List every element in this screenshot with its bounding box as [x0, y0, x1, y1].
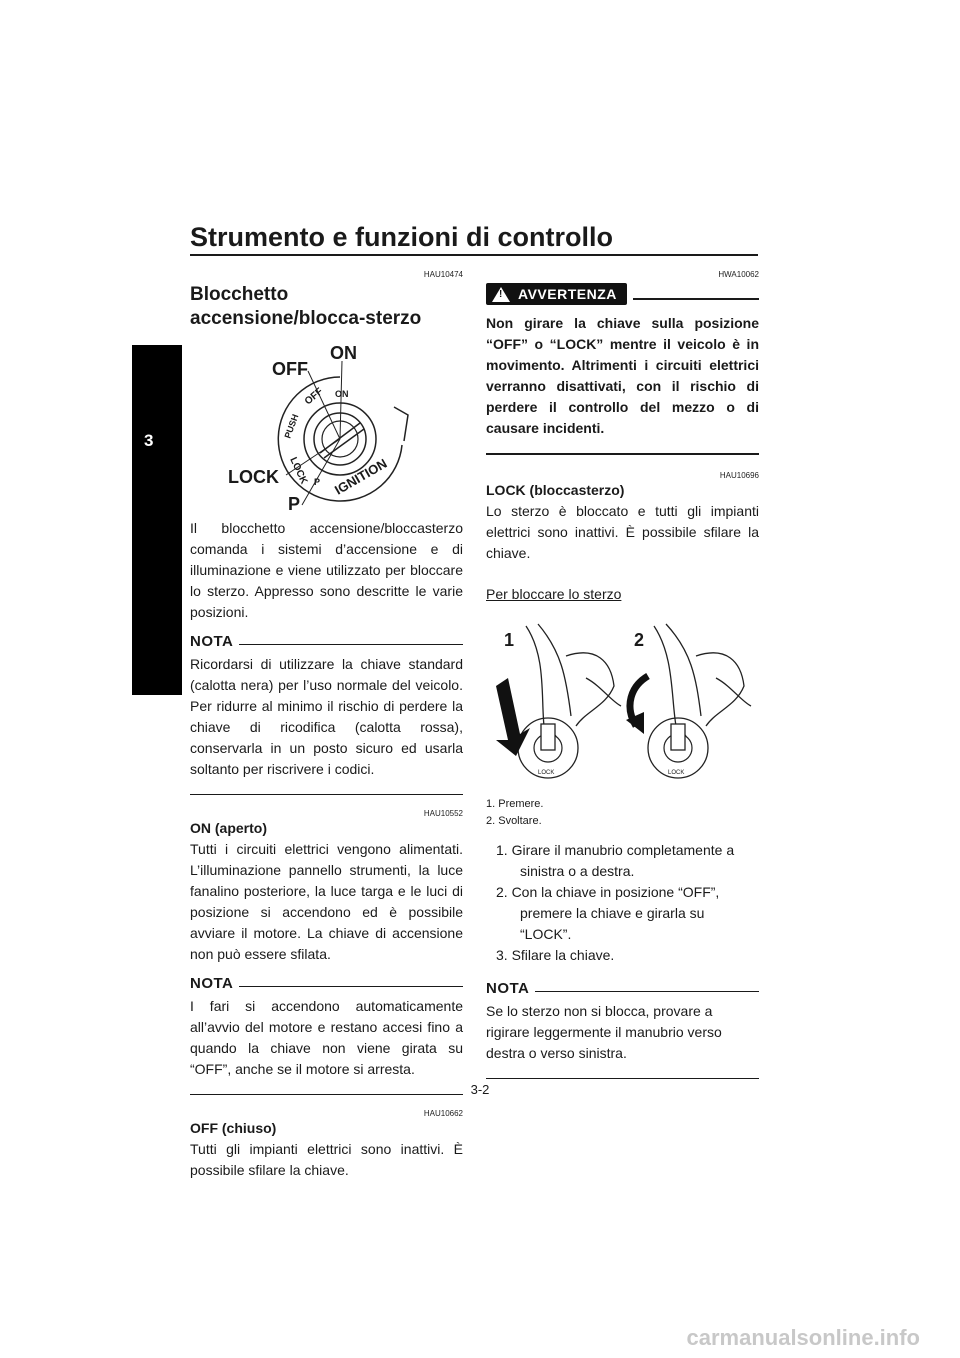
figure-number-2: 2	[634, 630, 645, 650]
ring-label-off: OFF	[302, 386, 326, 408]
ring-label-lock: LOCK	[287, 455, 310, 486]
figure-caption: 2. Svoltare.	[486, 815, 542, 827]
step-item: 3. Sfilare la chiave.	[496, 947, 615, 963]
watermark: carmanualsonline.info	[686, 1325, 920, 1350]
off-heading: OFF (chiuso)	[190, 1120, 277, 1136]
figure-label-on: ON	[330, 343, 357, 363]
step-item: 2. Con la chiave in posizione “OFF”, premere la chiave e girarla su “LOCK”.	[496, 884, 720, 942]
section-title: Blocchetto accensione/blocca-sterzo	[190, 284, 422, 329]
figure-caption: 1. Premere.	[486, 798, 544, 810]
on-paragraph: Tutti i circuiti elettrici vengono alimentati. L’illuminazione pannello strumenti, la luce fanalino posteriore, la luce targa e le luci di posizione si accendono ed è possibile avviare il motore. La chiave di accensione non può essere sfilata.	[190, 841, 463, 962]
note-label: NOTA	[190, 633, 234, 650]
reference-code: HAU10662	[423, 1109, 463, 1118]
note-label: NOTA	[190, 975, 234, 992]
title-rule	[190, 254, 758, 256]
figure-label-lock: LOCK	[228, 467, 279, 487]
note-box	[190, 633, 463, 795]
note-text: Ricordarsi di utilizzare la chiave standard (calotta nera) per l’uso normale del veicolo. Per ridurre al minimo il rischio di perdere la chiave di ricodifica (calotta rossa), conservarla in un posto sicuro ed usarla soltanto per riscrivere i codici.	[190, 656, 463, 777]
steps-list	[486, 840, 759, 966]
note-box	[190, 975, 463, 1095]
note-text: Se lo sterzo non si blocca, provare a rigirare leggermente il manubrio verso destra o verso sinistra.	[486, 1003, 722, 1061]
page-title: Strumento e funzioni di controllo	[190, 222, 613, 252]
ring-label-ignition: IGNITION	[332, 455, 390, 498]
reference-code: HAU10552	[423, 809, 463, 818]
lock-paragraph: Lo sterzo è bloccato e tutti gli impianti elettrici sono inattivi. È possibile sfilare la chiave.	[486, 503, 759, 561]
warning-icon: !	[492, 287, 510, 302]
figure-lock-text-1: LOCK	[538, 770, 555, 776]
ring-label-on: ON	[335, 389, 349, 399]
subsection-heading: Per bloccare lo sterzo	[486, 586, 622, 602]
ring-label-push: PUSH	[282, 412, 301, 440]
page-number: 3-2	[470, 1082, 490, 1097]
warning-text: Non girare la chiave sulla posizione “OFF” o “LOCK” mentre il veicolo è in movimento. Altrimenti i circuiti elettrici verranno disattivati, con il rischio di perdere il controllo del mezzo o di causare incidenti.	[486, 315, 759, 436]
reference-code: HWA10062	[718, 270, 759, 279]
reference-code: HAU10696	[719, 471, 759, 480]
figure-number-1: 1	[504, 630, 515, 650]
note-box	[486, 980, 759, 1079]
right-column	[486, 270, 759, 1079]
lock-procedure-figure	[486, 616, 759, 786]
chapter-number: 3	[144, 431, 154, 450]
figure-lock-text-2: LOCK	[668, 770, 685, 776]
lock-heading: LOCK (bloccasterzo)	[486, 482, 625, 498]
note-text: I fari si accendono automaticamente all’avvio del motore e restano accesi fino a quando la chiave non viene girata su “OFF”, anche se il motore si arresta.	[190, 998, 463, 1077]
step-item: 1. Girare il manubrio completamente a sinistra o a destra.	[496, 842, 735, 879]
warning-label: AVVERTENZA	[518, 286, 617, 302]
figure-label-off: OFF	[272, 359, 308, 379]
reference-code: HAU10474	[423, 270, 463, 279]
ring-label-p: P	[314, 477, 321, 487]
intro-paragraph: Il blocchetto accensione/bloccasterzo comanda i sistemi d’accensione e di illuminazione e viene utilizzato per bloccare lo sterzo. Appresso sono descritte le varie posizioni.	[190, 520, 463, 620]
ignition-switch-figure	[190, 335, 463, 510]
off-paragraph: Tutti gli impianti elettrici sono inattivi. È possibile sfilare la chiave.	[190, 1141, 463, 1178]
note-label: NOTA	[486, 980, 530, 997]
warning-header	[486, 283, 759, 305]
warning-badge	[486, 283, 627, 305]
left-column	[190, 270, 463, 1181]
on-heading: ON (aperto)	[190, 820, 267, 836]
figure-label-p: P	[288, 494, 301, 510]
chapter-tab	[132, 345, 182, 695]
